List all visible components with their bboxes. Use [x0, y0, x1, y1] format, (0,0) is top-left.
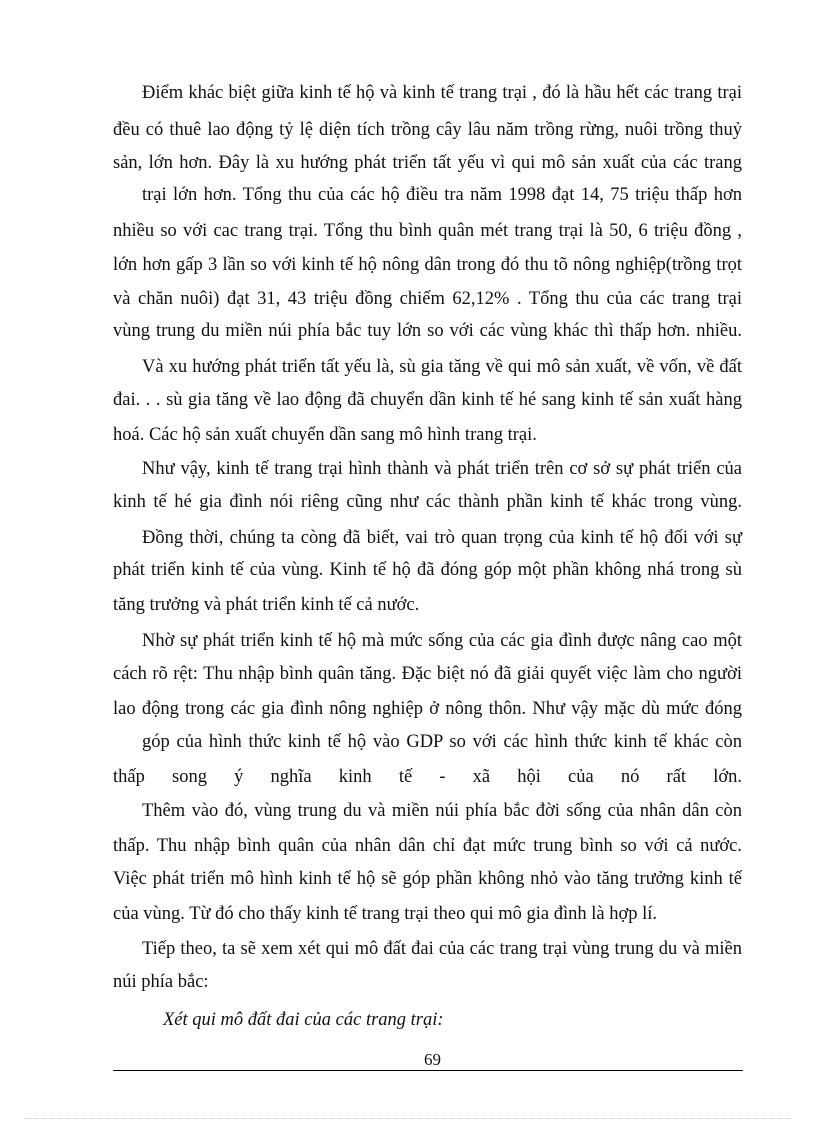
text-line: và chăn nuôi) đạt 31, 43 triệu đồng chiếm 62,12% . Tổng thu của các trang trại	[113, 289, 742, 309]
page-number: 69	[424, 1050, 441, 1069]
section-heading: Xét qui mô đất đai của các trang trại:	[163, 1010, 444, 1030]
text-line: Đồng thời, chúng ta còng đã biết, vai trò quan trọng của kinh tế hộ đối với sự	[142, 528, 742, 548]
text-line: lớn hơn gấp 3 lần so với kinh tế hộ nông dân trong đó thu tõ nông nghiệp(trồng trọt	[113, 255, 742, 275]
text-line: sản, lớn hơn. Đây là xu hướng phát triển tất yếu vì qui mô sản xuất của các trang	[113, 153, 742, 173]
text-line: cách rõ rệt: Thu nhập bình quân tăng. Đặc biệt nó đã giải quyết việc làm cho người	[113, 664, 742, 684]
text-line: đai. . . sù gia tăng về lao động đã chuyển dần kinh tế hé sang kinh tế sản xuất hàng	[113, 390, 742, 410]
page-edge-dotted-line	[24, 1118, 792, 1119]
text-line: nhiều so với cac trang trại. Tổng thu bình quân mét trang trại là 50, 6 triệu đồng ,	[113, 221, 742, 241]
text-line: phát triển kinh tế của vùng. Kinh tế hộ đã đóng góp một phần không nhá trong sù	[113, 560, 742, 580]
text-line: kinh tế hé gia đình nói riêng cũng như các thành phần kinh tế khác trong vùng.	[113, 492, 742, 512]
text-line: Tiếp theo, ta sẽ xem xét qui mô đất đai của các trang trại vùng trung du và miền	[142, 939, 742, 959]
footer-rule	[113, 1070, 743, 1071]
text-line: Điểm khác biệt giữa kinh tế hộ và kinh tế trang trại , đó là hầu hết các trang trại	[142, 83, 742, 103]
text-line: Thêm vào đó, vùng trung du và miền núi phía bắc đời sống của nhân dân còn	[142, 801, 742, 821]
text-line: của vùng. Từ đó cho thấy kinh tế trang trại theo qui mô gia đình là hợp lí.	[113, 904, 658, 924]
text-line: tăng trưởng và phát triển kinh tế cả nước.	[113, 595, 420, 615]
text-line: thấp song ý nghĩa kinh tế - xã hội của nó rất lớn.	[113, 767, 742, 787]
text-line: thấp. Thu nhập bình quân của nhân dân chỉ đạt mức trung bình so với cả nước.	[113, 836, 742, 856]
text-line: lao động trong các gia đình nông nghiệp ở nông thôn. Như vậy mặc dù mức đóng	[113, 699, 742, 719]
text-line: trại lớn hơn. Tổng thu của các hộ điều tra năm 1998 đạt 14, 75 triệu thấp hơn	[142, 185, 742, 205]
text-line: Nhờ sự phát triển kinh tế hộ mà mức sống của các gia đình được nâng cao một	[142, 631, 742, 651]
text-line: Việc phát triển mô hình kinh tế hộ sẽ góp phần không nhỏ vào tăng trưởng kinh tế	[113, 869, 742, 889]
text-line: núi phía bắc:	[113, 972, 209, 992]
text-line: hoá. Các hộ sản xuất chuyển dần sang mô hình trang trại.	[113, 425, 537, 445]
text-line: Như vậy, kinh tế trang trại hình thành và phát triển trên cơ sở sự phát triển của	[142, 459, 742, 479]
text-line: góp của hình thức kinh tế hộ vào GDP so với các hình thức kinh tế khác còn	[142, 732, 742, 752]
text-line: Và xu hướng phát triển tất yếu là, sù gia tăng về qui mô sản xuất, về vốn, về đất	[142, 357, 742, 377]
text-line: đều có thuê lao động tỷ lệ diện tích trồng cây lâu năm trồng rừng, nuôi trồng thuỷ	[113, 120, 742, 140]
text-line: vùng trung du miền núi phía bắc tuy lớn so với các vùng khác thì thấp hơn. nhiều.	[113, 321, 742, 341]
